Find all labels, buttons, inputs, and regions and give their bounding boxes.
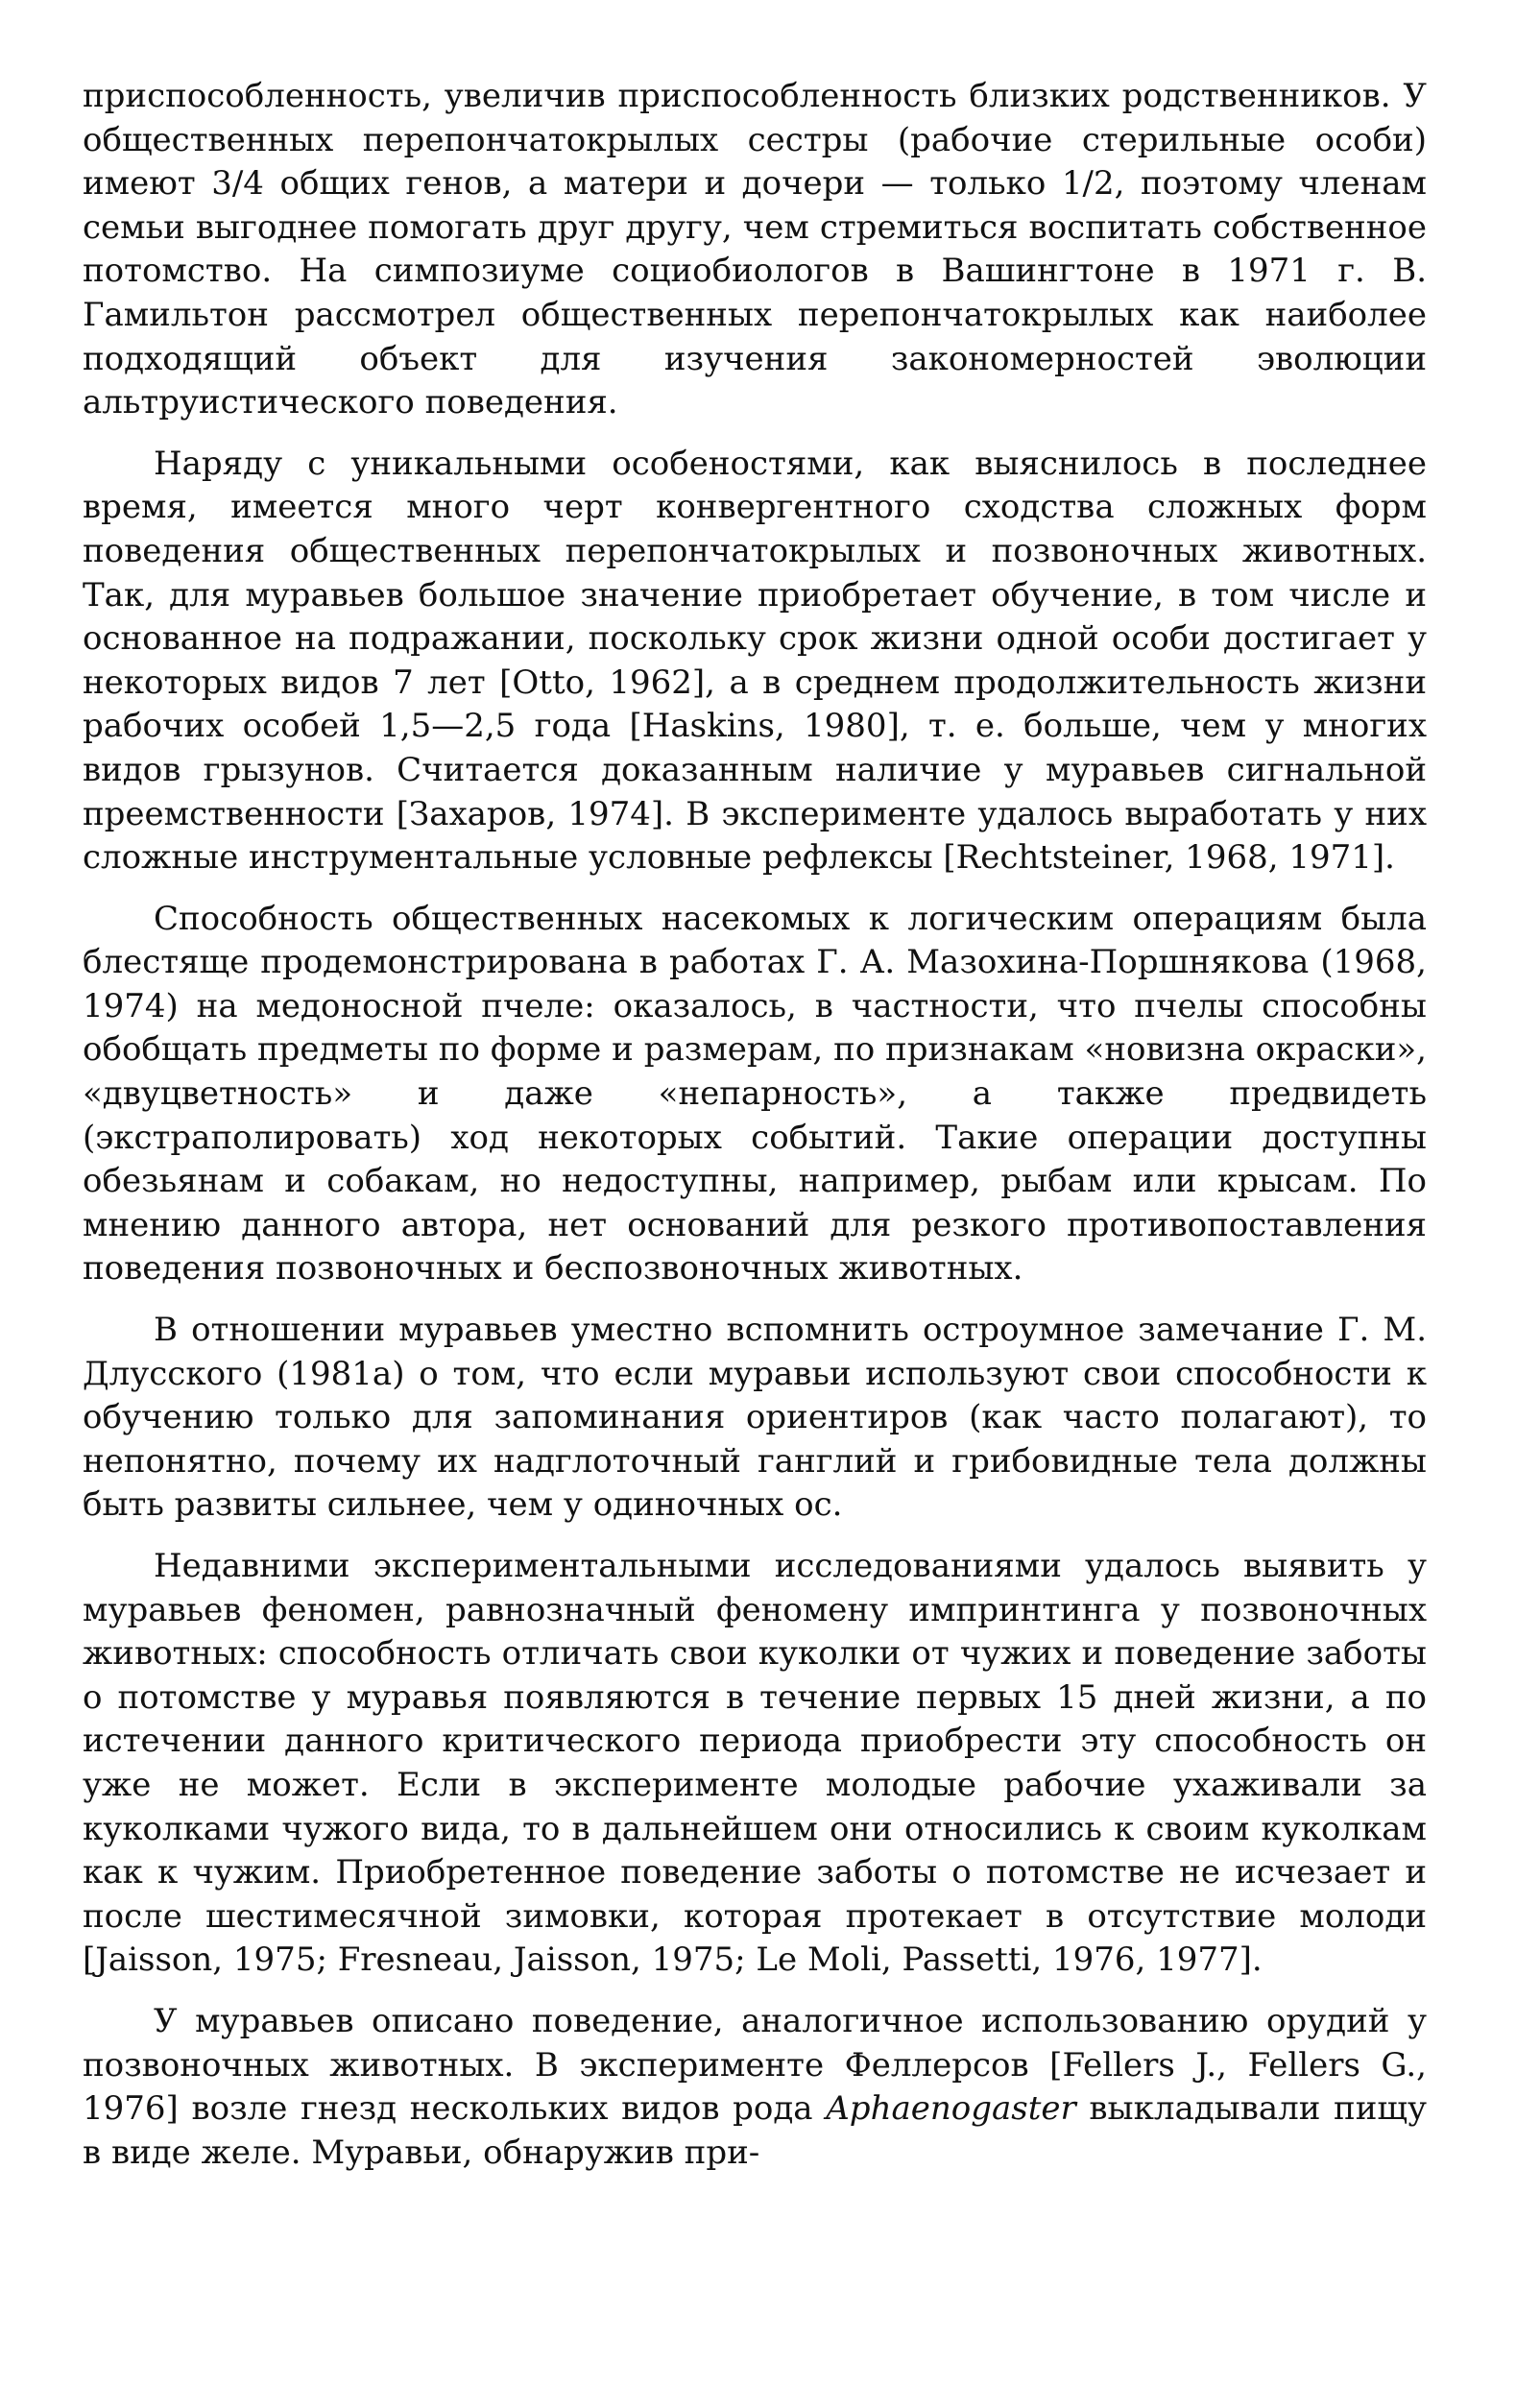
- paragraph-1: приспособленность, увеличив приспособленность близких родственников. У общественных перепончатокрылых сестры (рабочие стерильные особи) имеют 3/4 общих генов, а матери и дочери — только 1/2, поэтому членам семьи выгоднее помогать друг другу, чем стремиться воспитать собственное потомство. На симпозиуме социобиологов в Вашингтоне в 1971 г. В. Гамильтон рассмотрел общественных перепончатокрылых как наиболее подходящий объект для изучения закономерностей эволюции альтруистического поведения.: [83, 77, 1427, 422]
- paragraph-6-text-end: выкладывали пищу в виде желе. Муравьи, обнаружив при-: [83, 2089, 1427, 2172]
- paragraph-5: Недавними экспериментальными исследованиями удалось выявить у муравьев феномен, равнозначный феномену импринтинга у позвоночных животных: способность отличать свои куколки от чужих и поведение заботы о потомстве у муравья появляются в течение первых 15 дней жизни, а по истечении данного критического периода приобрести эту способность он уже не может. Если в эксперименте молодые рабочие ухаживали за куколками чужого вида, то в дальнейшем они относились к своим куколкам как к чужим. Приобретенное поведение заботы о потомстве не исчезает и после шестимесячной зимовки, которая протекает в отсутствие молоди [Jaisson, 1975; Fresneau, Jaisson, 1975; Le Moli, Passetti, 1976, 1977].: [83, 1547, 1427, 1980]
- genus-name-italic: Aphaenogaster: [826, 2089, 1076, 2129]
- paragraph-3: Способность общественных насекомых к логическим операциям была блестяще продемонстрирована в работах Г. А. Мазохина-Поршнякова (1968, 1974) на медоносной пчеле: оказалось, в частности, что пчелы способны обобщать предметы по форме и размерам, по признакам «новизна окраски», «двуцветность» и даже «непарность», а также предвидеть (экстраполировать) ход некоторых событий. Такие операции доступны обезьянам и собакам, но недоступны, например, рыбам или крысам. По мнению данного автора, нет оснований для резкого противопоставления поведения позвоночных и беспозвоночных животных.: [83, 899, 1427, 1289]
- paragraph-6: [83, 2000, 1427, 2175]
- document-page: [83, 75, 1427, 2192]
- paragraph-4: В отношении муравьев уместно вспомнить остроумное замечание Г. М. Длусского (1981а) о том, что если муравьи используют свои способности к обучению только для запоминания ориентиров (как часто полагают), то непонятно, почему их надглоточный ганглий и грибовидные тела должны быть развиты сильнее, чем у одиночных ос.: [83, 1311, 1427, 1525]
- paragraph-6-text-start: У муравьев описано поведение, аналогичное использованию орудий у позвоночных животных. В эксперименте Феллерсов [Fellers J., Fellers G., 1976] возле гнезд нескольких видов рода: [83, 2001, 1427, 2129]
- paragraph-2: Наряду с уникальными особеностями, как выяснилось в последнее время, имеется много черт конвергентного сходства сложных форм поведения общественных перепончатокрылых и позвоночных животных. Так, для муравьев большое значение приобретает обучение, в том числе и основанное на подражании, поскольку срок жизни одной особи достигает у некоторых видов 7 лет [Otto, 1962], а в среднем продолжительность жизни рабочих особей 1,5—2,5 года [Haskins, 1980], т. е. больше, чем у многих видов грызунов. Считается доказанным наличие у муравьев сигнальной преемственности [Захаров, 1974]. В эксперименте удалось выработать у них сложные инструментальные условные рефлексы [Rechtsteiner, 1968, 1971].: [83, 444, 1427, 878]
